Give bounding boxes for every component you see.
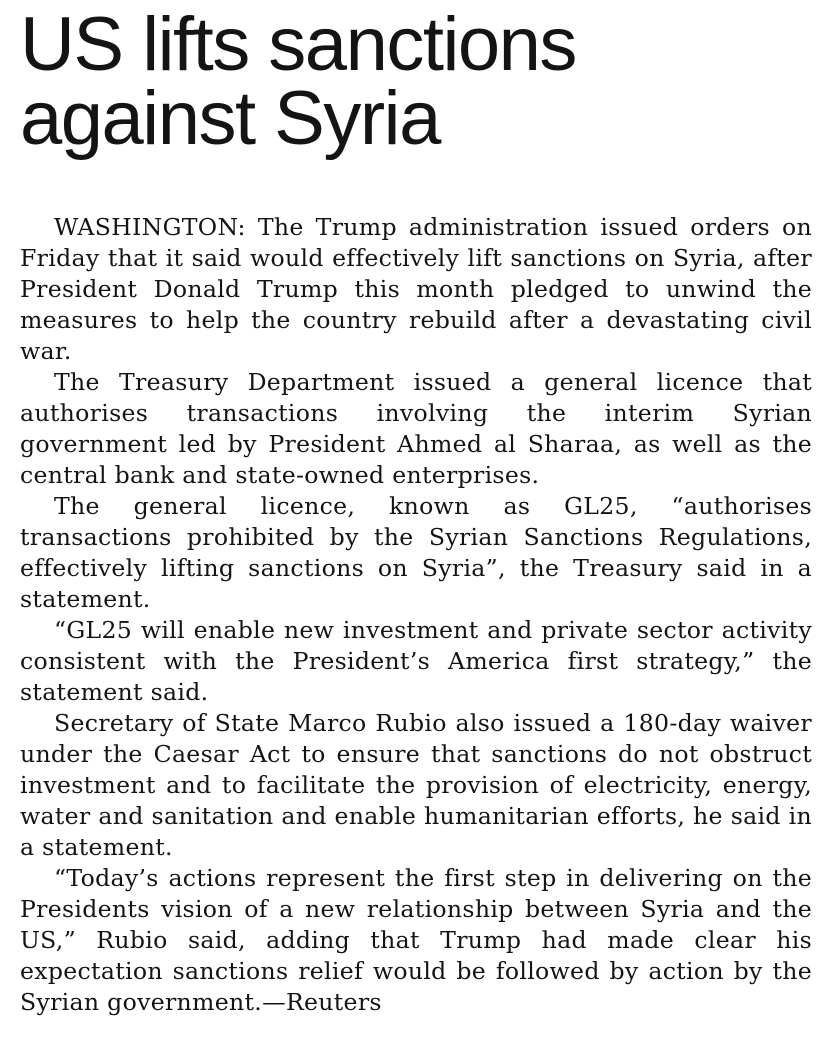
paragraph-1: WASHINGTON: The Trump administration issued orders on Friday that it said would effectively lift sanctions on Syria, after President Donald Trump this month pledged to unwind the measures to help the country rebuild after a devastating civil war. — [20, 213, 812, 365]
paragraph-6: “Today’s actions represent the first step in delivering on the Presidents vision of a new relationship between Syria and the US,” Rubio said, adding that Trump had made clear his expectation sanctions relief would be followed by action by the Syrian government.—Reuters — [20, 864, 812, 1016]
paragraph-4: “GL25 will enable new investment and private sector activity consistent with the President’s America first strategy,” the statement said. — [20, 616, 812, 706]
article-body — [20, 212, 812, 1018]
headline — [20, 2, 812, 161]
paragraph-3: The general licence, known as GL25, “authorises transactions prohibited by the Syrian Sanctions Regulations, effectively lifting sanctions on Syria”, the Treasury said in a statement. — [20, 492, 812, 613]
news-article — [20, 2, 812, 1018]
headline-line-1: US lifts sanctions — [20, 2, 576, 87]
headline-line-2: against Syria — [20, 76, 440, 161]
paragraph-5: Secretary of State Marco Rubio also issued a 180-day waiver under the Caesar Act to ensure that sanctions do not obstruct investment and to facilitate the provision of electricity, energy, water and sanitation and enable humanitarian efforts, he said in a statement. — [20, 709, 812, 861]
paragraph-2: The Treasury Department issued a general licence that authorises transactions involving the interim Syrian government led by President Ahmed al Sharaa, as well as the central bank and state-owned enterprises. — [20, 368, 812, 489]
